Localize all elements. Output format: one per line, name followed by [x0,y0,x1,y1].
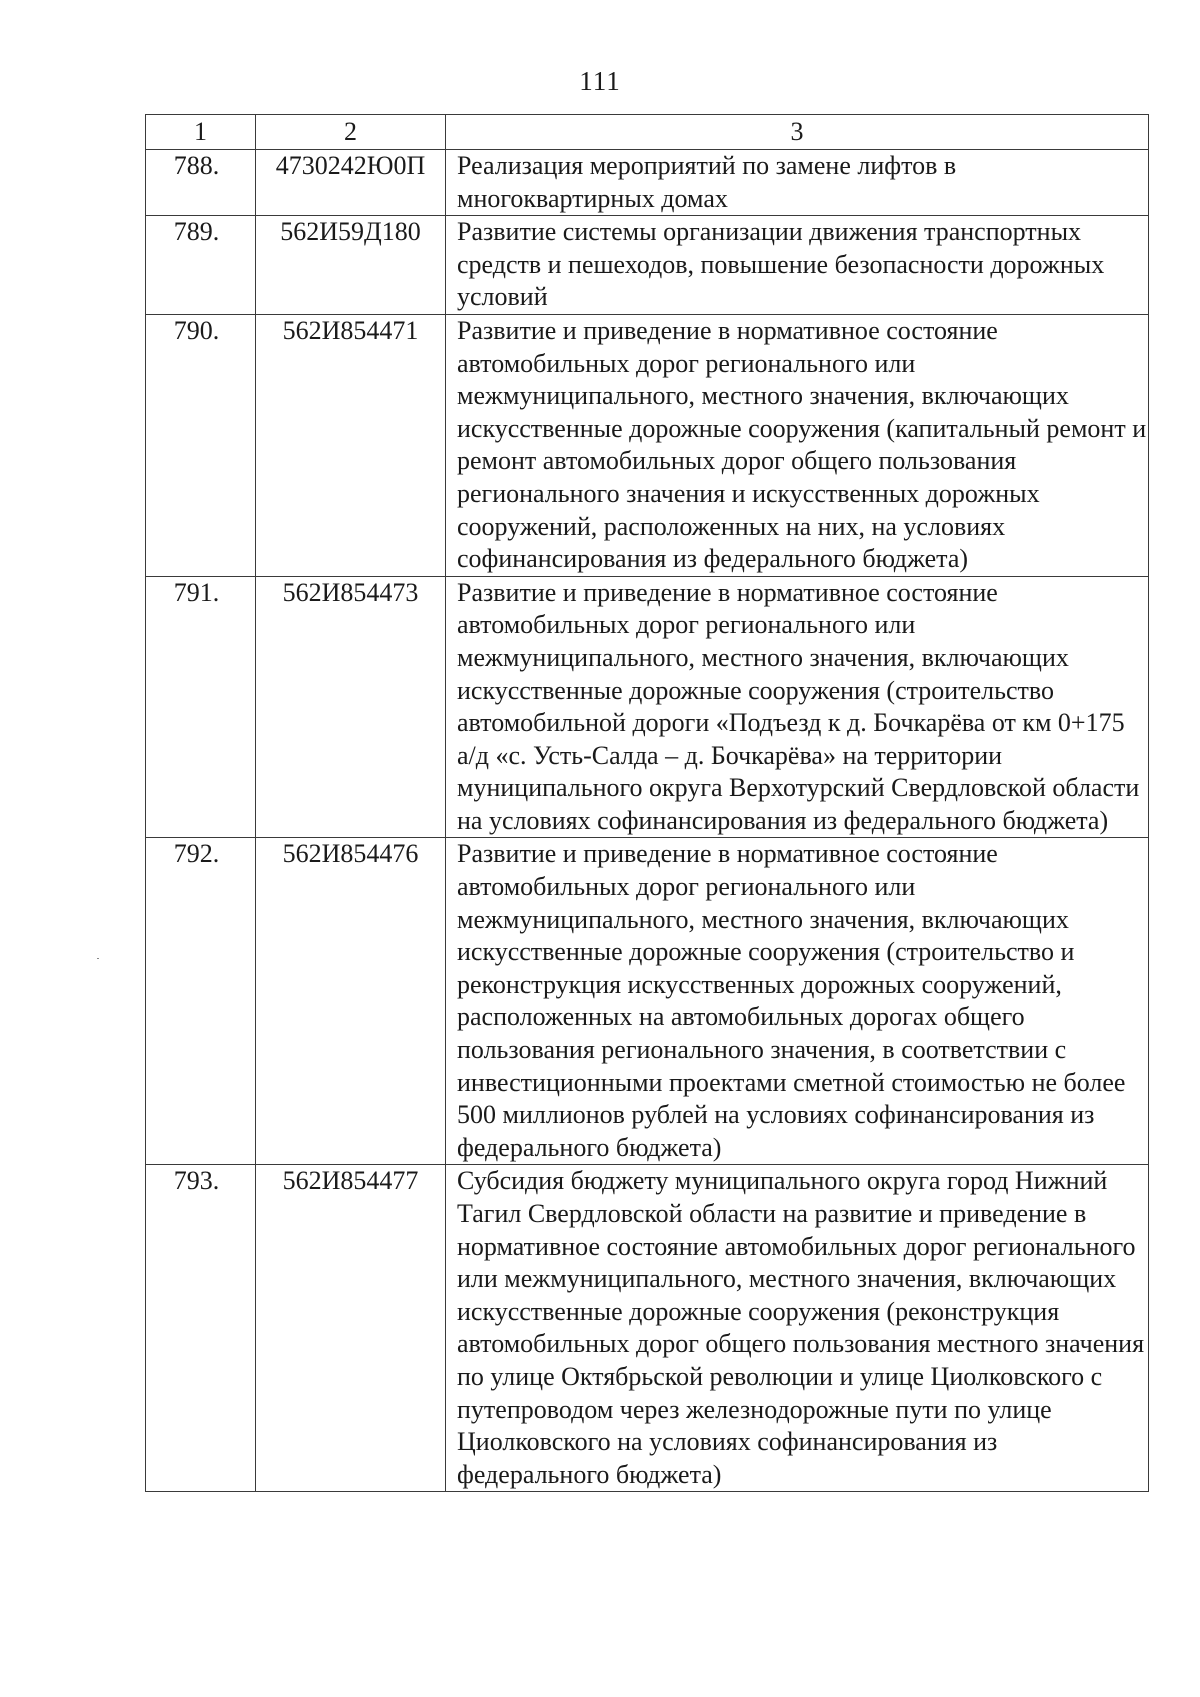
scan-speck [97,958,99,959]
row-code: 562И854471 [256,314,446,576]
table-row [146,1165,1149,1492]
table-row [146,576,1149,838]
table-row [146,314,1149,576]
page-number: 111 [579,66,621,96]
row-number: 788. [146,150,256,216]
budget-code-table [145,114,1149,1492]
row-description: Реализация мероприятий по замене лифтов в многоквартирных домах [446,150,1149,216]
table-header-row [146,115,1149,150]
row-description: Развитие системы организации движения транспортных средств и пешеходов, повышение безопасности дорожных условий [446,216,1149,315]
row-code: 4730242Ю0П [256,150,446,216]
table-row [146,216,1149,315]
table-row [146,838,1149,1165]
column-header-2: 2 [256,115,446,150]
column-header-3: 3 [446,115,1149,150]
row-description: Субсидия бюджету муниципального округа город Нижний Тагил Свердловской области на развитие и приведение в нормативное состояние автомобильных дорог регионального или межмуниципального, местного значения, включающих искусственные дорожные сооружения (реконструкция автомобильных дорог общего пользования местного значения по улице Октябрьской революции и улице Циолковского с путепроводом через железнодорожные пути по улице Циолковского на условиях софинансирования из федерального бюджета) [446,1165,1149,1492]
row-code: 562И854473 [256,576,446,838]
row-code: 562И854477 [256,1165,446,1492]
table-row [146,150,1149,216]
row-number: 793. [146,1165,256,1492]
row-number: 791. [146,576,256,838]
row-number: 790. [146,314,256,576]
row-description: Развитие и приведение в нормативное состояние автомобильных дорог регионального или межмуниципального, местного значения, включающих искусственные дорожные сооружения (строительство и реконструкция искусственных дорожных сооружений, расположенных на автомобильных дорогах общего пользования регионального значения, в соответствии с инвестиционными проектами сметной стоимостью не более 500 миллионов рублей на условиях софинансирования из федерального бюджета) [446,838,1149,1165]
row-number: 789. [146,216,256,315]
row-description: Развитие и приведение в нормативное состояние автомобильных дорог регионального или межмуниципального, местного значения, включающих искусственные дорожные сооружения (строительство автомобильной дороги «Подъезд к д. Бочкарёва от км 0+175 а/д «с. Усть-Салда – д. Бочкарёва» на территории муниципального округа Верхотурский Свердловской области на условиях софинансирования из федерального бюджета) [446,576,1149,838]
row-number: 792. [146,838,256,1165]
row-code: 562И59Д180 [256,216,446,315]
row-description: Развитие и приведение в нормативное состояние автомобильных дорог регионального или межмуниципального, местного значения, включающих искусственные дорожные сооружения (капитальный ремонт и ремонт автомобильных дорог общего пользования регионального значения и искусственных дорожных сооружений, расположенных на них, на условиях софинансирования из федерального бюджета) [446,314,1149,576]
column-header-1: 1 [146,115,256,150]
row-code: 562И854476 [256,838,446,1165]
